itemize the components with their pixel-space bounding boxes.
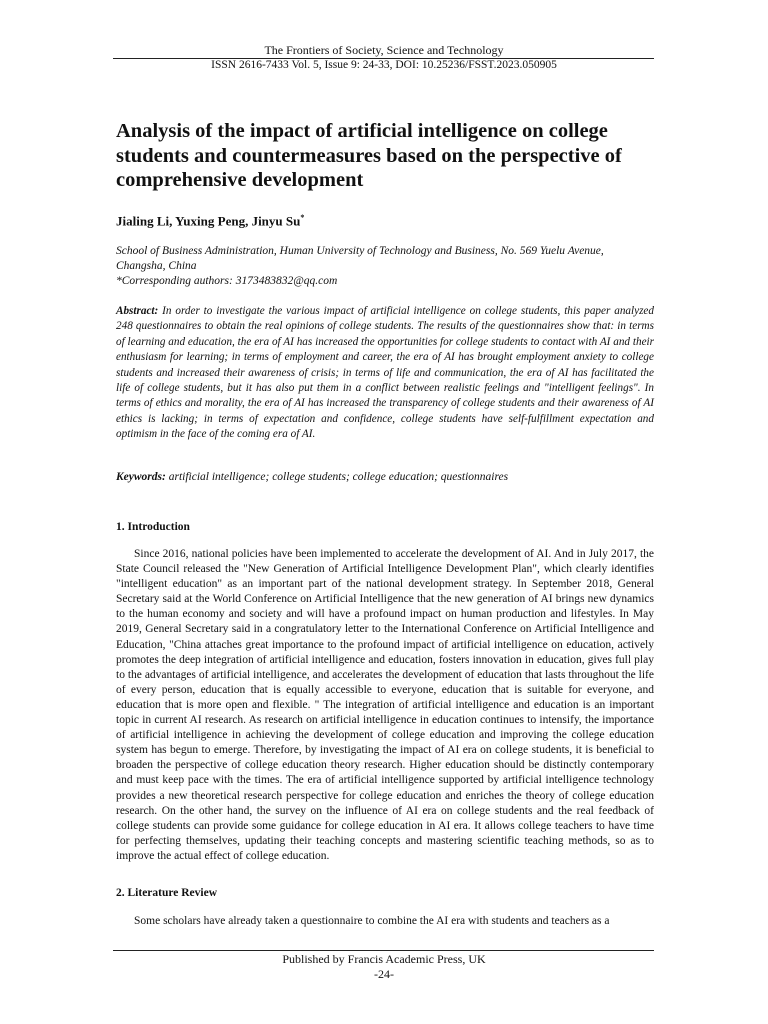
abstract-label: Abstract: [116, 305, 159, 317]
affiliation-block [116, 244, 656, 289]
paper-title: Analysis of the impact of artificial intelligence on college students and countermeasures based on the perspective of comprehensive development [116, 120, 622, 191]
footer-divider [113, 950, 654, 951]
introduction-paragraph: Since 2016, national policies have been implemented to accelerate the development of AI. And in July 2017, the State Council released the "New Generation of Artificial Intelligence Development Plan", which clearly identifies "intelligent education" as an important part of the national development strategy. In September 2018, General Secretary said at the World Conference on Artificial Intelligence that the new generation of AI brings new dynamics to the human economy and society and will have a profound impact on human production and lifestyles. In May 2019, General Secretary said in a congratulatory letter to the International Conference on Artificial Intelligence and Education, "China attaches great importance to the profound impact of artificial intelligence on education, actively promotes the deep integration of artificial intelligence and education, fosters innovation in education, gives full play to the advantages of artificial intelligence, and accelerates the development of education that lasts throughout the life of every person, education that is equally accessible to everyone, education that is suitable for everyone, and education that is more open and flexible. " The integration of artificial intelligence and education is an important topic in current AI research. As research on artificial intelligence in education continues to intensify, the importance of artificial intelligence in achieving the development of college education and improving the college education system has begun to emerge. Therefore, by investigating the impact of AI era on college students, it is beneficial to broaden the perspective of college education theory research. Higher education should be distinctly contemporary and must keep pace with the times. The era of artificial intelligence supported by artificial intelligence technology provides a new theoretical research perspective for college education and enriches the theory of college education research. On the other hand, the survey on the influence of AI era on college students and the real feedback of college students can provide some guidance for college education in AI era. It allows college teachers to have time for perfecting themselves, updating their teaching concepts and mastering scientific teaching methods, so as to improve the actual effect of college education. [116, 548, 654, 862]
keywords [116, 471, 654, 483]
abstract [116, 304, 654, 443]
literature-review-paragraph: Some scholars have already taken a questionnaire to combine the AI era with students and teachers as a [134, 915, 610, 927]
keywords-label: Keywords: [116, 471, 166, 483]
author-names: Jialing Li, Yuxing Peng, Jinyu Su [116, 213, 301, 229]
abstract-text: In order to investigate the various impact of artificial intelligence on college students, this paper analyzed 248 questionnaires to obtain the real opinions of college students. The results of the questionnaires show that: in terms of learning and education, the era of AI has increased the opportunities for college students to contact with AI and their enthusiasm for learning; in terms of employment and career, the era of AI has brought employment anxiety to college students and increased their awareness of crisis; in terms of life and communication, the era of AI has facilitated the life of college students, but it has also put them in a conflict between realistic feelings and "intelligent feelings". In terms of ethics and morality, the era of AI has increased the transparency of college students and their awareness of AI ethics is lacking; in terms of expectation and confidence, college students have self-fulfillment expectation and optimism in the face of the coming era of AI. [116, 305, 654, 441]
affiliation: School of Business Administration, Human University of Technology and Business, No. 569 Yuelu Avenue, Changsha, China [116, 245, 604, 272]
section-heading-literature-review: 2. Literature Review [116, 887, 218, 899]
issue-info: ISSN 2616-7433 Vol. 5, Issue 9: 24-33, DOI: 10.25236/FSST.2023.050905 [211, 59, 557, 71]
keywords-text: artificial intelligence; college students; college education; questionnaires [168, 471, 509, 483]
publisher: Published by Francis Academic Press, UK [282, 952, 486, 966]
corresponding-mark: * [300, 213, 305, 222]
journal-name: The Frontiers of Society, Science and Technology [264, 43, 504, 57]
page-number: -24- [374, 967, 394, 981]
corresponding-author: *Corresponding authors: 3173483832@qq.com [116, 275, 338, 287]
author-list [116, 213, 304, 229]
section-heading-introduction: 1. Introduction [116, 521, 190, 533]
